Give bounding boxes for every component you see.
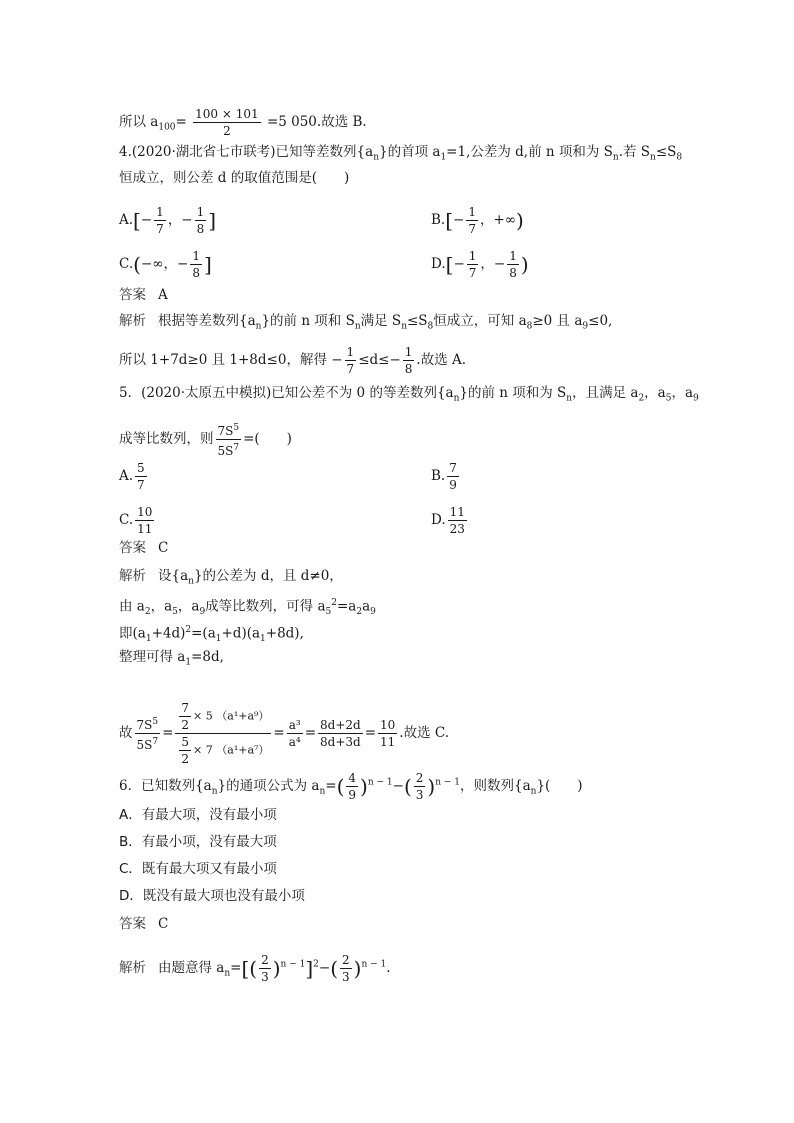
q4-stem-line1: 4.(2020·湖北省七市联考)已知等差数列$\{a_n\}$的首项 $a_1=1$,公差为 d,前 n 项和为 $S_n$.若 $S_n\le S_8$ [119,144,683,163]
q4-stem-line2: 恒成立，则公差 d 的取值范围是( ) [119,170,350,186]
q4-analysis-line1: 解析 根据等差数列$\{a_n\}$的前 n 项和 $S_n$满足 $S_n\le S_8$恒成立，可知 $a_8\ge 0$ 且 $a_9\le 0$, [119,313,613,332]
q5-stem-line2: 成等比数列，则 $\frac{7S^5}{5S^7}$ =( ) [119,420,292,459]
q6-option-c[interactable]: C．既有最大项又有最小项 [119,861,277,877]
q6-option-b[interactable]: B．有最小项，没有最大项 [119,834,277,850]
q5-analysis-line2: 由 $a_2$，$a_5$，$a_9$成等比数列，可得 $a_5^2=a_2a_9$ [119,598,376,618]
q5-option-d[interactable]: D. $\frac{11}{23}$ [431,505,465,536]
q5-option-b[interactable]: B. $\frac{7}{9}$ [431,461,457,492]
q5-option-c[interactable]: C. $\frac{10}{11}$ [119,505,153,536]
q5-analysis-line4: 整理可得 $a_1=8d$, [119,649,224,668]
q6-stem: 6．已知数列$\{a_n\}$的通项公式为 $a_n=$( $\frac{4}{9}$ )$^{n - 1}$−( $\frac{2}{3}$ )$^{n - 1}$，则数列$\{a_n\}$( ) [119,771,583,802]
q5-option-a[interactable]: A. $\frac{5}{7}$ [119,461,145,492]
q6-analysis: 解析 由题意得 $a_n=$[( $\frac{2}{3}$ )$^{n - 1}$]$^2$−( $\frac{2}{3}$ )$^{n - 1}$. [119,953,391,984]
q4-option-a[interactable]: A.[− $\frac{1}{7}$ ，− $\frac{1}{8}$ ] [119,205,217,236]
q6-answer: 答案 C [119,916,169,932]
q5-answer: 答案 C [119,540,169,556]
q3-conclusion: 所以 $a_{100}=$ $\frac{100 \times 101}{2}$ =5 050.故选 B. [119,107,367,138]
q4-answer: 答案 A [119,287,168,303]
q4-option-b[interactable]: B.[− $\frac{1}{7}$ ，+∞) [431,205,524,236]
q6-option-a[interactable]: A．有最大项，没有最小项 [119,807,277,823]
q4-option-c[interactable]: C.(−∞，− $\frac{1}{8}$ ] [119,249,212,280]
q5-stem-line1: 5．(2020·太原五中模拟)已知公差不为 0 的等差数列$\{a_n\}$的前 n 项和为 $S_n$，且满足 $a_2$，$a_5$，$a_9$ [119,385,699,404]
q4-analysis-line2: 所以 1+7d≥0 且 1+8d≤0，解得 − $\frac{1}{7}$ ≤d≤− $\frac{1}{8}$ .故选 A. [119,345,467,376]
q5-analysis-line5: 故 $\frac{7S^5}{5S^7}$ = $\frac{7}{2}$ × 5 （a¹+a⁹） $\frac{5}{2}$ × 7 （a¹+a⁷） = $\frac{\text{a³}}{\text{a⁴}}$ = $\frac{8d+2d}{8d+3d}$ = $\frac{10}{11}$ .故选 C. [119,701,450,766]
q5-analysis-line1: 解析 设$\{a_n\}$的公差为 d，且 d≠0， [119,568,343,587]
q5-analysis-line3: 即$(a_1+4d)^2=(a_1+d)(a_1+8d)$, [119,625,304,645]
q4-option-d[interactable]: D.[− $\frac{1}{7}$ ，− $\frac{1}{8}$ ) [431,249,529,280]
q6-option-d[interactable]: D．既没有最大项也没有最小项 [119,888,305,904]
fraction: $\frac{100 \times 101}{2}$ [195,107,259,138]
